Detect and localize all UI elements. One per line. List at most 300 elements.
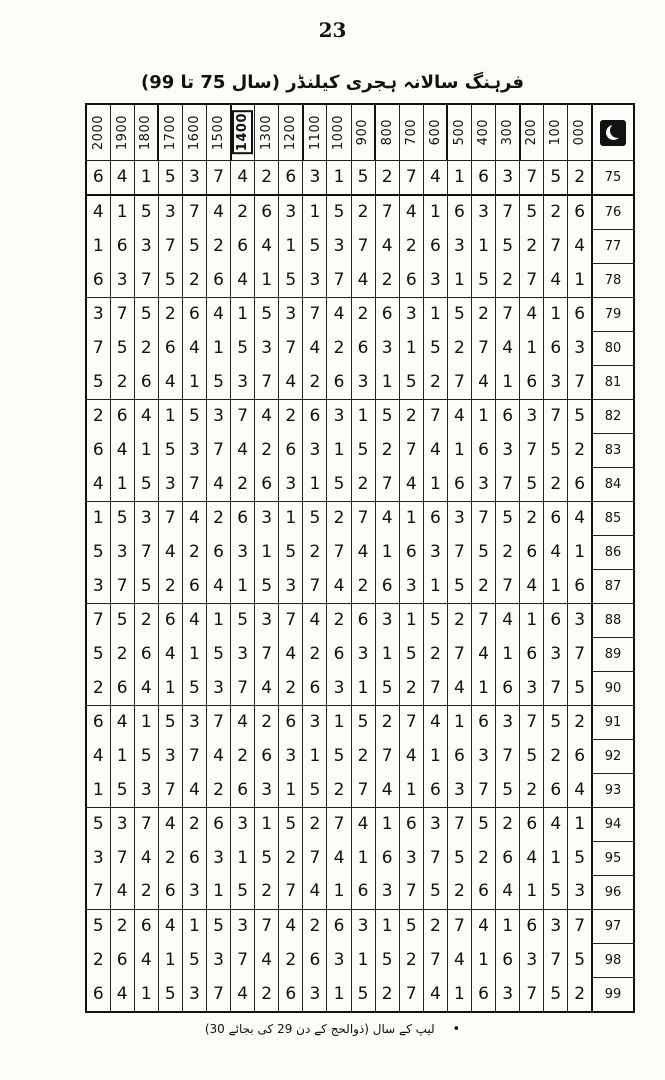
day-number: 3 (502, 712, 514, 733)
day-number: 4 (478, 371, 489, 392)
day-number: 5 (189, 236, 200, 257)
day-cell (279, 467, 303, 501)
year-row-77 (86, 230, 634, 264)
day-number: 4 (140, 677, 152, 698)
day-cell (279, 807, 303, 841)
day-number: 2 (405, 236, 417, 257)
day-cell (544, 569, 568, 603)
day-cell (231, 467, 255, 501)
day-cell (182, 230, 206, 264)
day-cell (399, 399, 423, 433)
day-number: 3 (309, 983, 321, 1004)
day-number: 3 (237, 541, 249, 562)
day-number: 7 (261, 915, 273, 936)
day-number: 3 (237, 643, 249, 664)
day-cell (86, 433, 110, 467)
day-number: 6 (164, 610, 176, 631)
day-cell (158, 433, 182, 467)
day-cell (110, 569, 134, 603)
day-cell (158, 603, 182, 637)
day-cell (158, 365, 182, 399)
day-cell (423, 637, 447, 671)
day-number: 5 (550, 167, 562, 187)
day-cell (423, 264, 447, 298)
day-number: 5 (381, 949, 393, 970)
day-cell (447, 195, 471, 230)
day-number: 4 (213, 575, 224, 596)
day-number: 5 (405, 643, 417, 664)
day-cell (158, 161, 182, 196)
day-number: 3 (164, 202, 176, 223)
day-cell (375, 467, 399, 501)
year-label: 87 (592, 569, 634, 603)
day-number: 5 (92, 643, 104, 664)
day-cell (255, 331, 279, 365)
day-cell (206, 433, 230, 467)
day-number: 5 (333, 745, 345, 766)
day-cell (423, 671, 447, 705)
day-number: 1 (213, 610, 224, 631)
day-cell (327, 841, 351, 875)
day-cell (134, 841, 158, 875)
year-label: 84 (592, 467, 634, 501)
day-number: 4 (333, 304, 345, 325)
day-number: 6 (405, 814, 417, 834)
year-row-75 (86, 161, 634, 196)
day-cell (110, 331, 134, 365)
century-label: 300 (499, 119, 515, 146)
year-row-81 (86, 365, 634, 399)
day-cell (447, 501, 471, 535)
day-number: 5 (92, 371, 104, 392)
day-number: 2 (92, 677, 104, 698)
day-number: 6 (574, 575, 586, 596)
day-number: 3 (454, 508, 465, 529)
day-cell (110, 195, 134, 230)
day-cell (423, 230, 447, 264)
day-cell (158, 535, 182, 569)
day-cell (86, 264, 110, 298)
day-number: 6 (454, 745, 465, 766)
century-header-200 (520, 104, 544, 161)
day-number: 5 (285, 269, 297, 290)
day-number: 5 (140, 304, 152, 325)
year-row-82 (86, 399, 634, 433)
day-cell (568, 264, 592, 298)
day-number: 1 (429, 202, 441, 223)
day-number: 3 (574, 337, 586, 358)
year-label: 75 (592, 161, 634, 196)
day-number: 3 (261, 779, 273, 800)
day-cell (134, 569, 158, 603)
day-cell (206, 875, 230, 909)
day-cell (423, 705, 447, 739)
day-cell (182, 467, 206, 501)
day-number: 1 (189, 915, 200, 936)
century-label: 1500 (210, 114, 226, 151)
day-number: 1 (405, 337, 417, 358)
day-number: 2 (357, 575, 369, 596)
day-number: 6 (357, 337, 369, 358)
day-number: 6 (502, 677, 514, 698)
day-number: 7 (550, 406, 562, 427)
year-row-89 (86, 637, 634, 671)
day-cell (544, 841, 568, 875)
day-cell (231, 535, 255, 569)
day-cell (134, 433, 158, 467)
day-number: 1 (454, 983, 465, 1004)
day-cell (472, 569, 496, 603)
day-number: 2 (526, 508, 538, 529)
day-cell (110, 841, 134, 875)
day-number: 4 (237, 167, 249, 187)
day-number: 7 (526, 439, 538, 460)
day-number: 5 (285, 814, 297, 834)
day-number: 2 (309, 814, 321, 834)
day-cell (279, 433, 303, 467)
day-cell (255, 671, 279, 705)
day-number: 3 (164, 473, 176, 494)
day-number: 1 (478, 677, 489, 698)
day-cell (472, 161, 496, 196)
day-cell (110, 433, 134, 467)
day-cell (399, 603, 423, 637)
day-cell (496, 399, 520, 433)
day-number: 2 (429, 643, 441, 664)
day-cell (86, 501, 110, 535)
year-row-92 (86, 739, 634, 773)
day-cell (447, 331, 471, 365)
day-number: 4 (261, 677, 273, 698)
day-number: 6 (502, 406, 514, 427)
day-number: 4 (213, 473, 224, 494)
day-cell (182, 501, 206, 535)
day-cell (568, 875, 592, 909)
century-label: 900 (355, 119, 371, 146)
day-cell (520, 705, 544, 739)
day-number: 7 (502, 745, 514, 766)
day-number: 4 (502, 881, 514, 902)
day-number: 4 (116, 167, 128, 187)
century-label: 1700 (163, 114, 179, 151)
day-number: 4 (357, 814, 369, 834)
day-number: 5 (550, 983, 562, 1004)
day-number: 2 (454, 610, 465, 631)
day-cell (544, 773, 568, 807)
day-number: 2 (381, 269, 393, 290)
day-cell (375, 603, 399, 637)
day-cell (182, 909, 206, 943)
day-number: 7 (478, 779, 489, 800)
day-cell (110, 943, 134, 977)
day-cell (496, 331, 520, 365)
day-number: 6 (333, 371, 345, 392)
day-cell (568, 331, 592, 365)
day-number: 2 (357, 745, 369, 766)
day-number: 5 (261, 575, 273, 596)
day-number: 2 (285, 847, 297, 868)
day-number: 3 (213, 677, 224, 698)
day-cell (520, 637, 544, 671)
calendar-body (86, 161, 634, 1013)
day-cell (351, 603, 375, 637)
day-cell (351, 875, 375, 909)
century-label: 800 (379, 119, 395, 146)
year-row-97 (86, 909, 634, 943)
day-cell (158, 705, 182, 739)
day-cell (447, 433, 471, 467)
day-number: 4 (405, 202, 417, 223)
day-number: 5 (261, 847, 273, 868)
day-cell (327, 535, 351, 569)
day-number: 2 (309, 371, 321, 392)
day-cell (327, 807, 351, 841)
day-number: 1 (574, 814, 586, 834)
day-number: 3 (333, 236, 345, 257)
day-number: 2 (405, 677, 417, 698)
day-number: 7 (237, 677, 249, 698)
day-cell (206, 603, 230, 637)
day-number: 2 (550, 745, 562, 766)
day-number: 1 (140, 439, 152, 460)
day-number: 3 (405, 575, 417, 596)
day-number: 2 (381, 983, 393, 1004)
day-cell (496, 705, 520, 739)
day-number: 4 (574, 779, 586, 800)
day-number: 7 (574, 915, 586, 936)
day-cell (279, 909, 303, 943)
day-cell (399, 298, 423, 332)
day-number: 5 (357, 439, 369, 460)
day-cell (496, 501, 520, 535)
day-number: 6 (357, 610, 369, 631)
day-cell (303, 705, 327, 739)
day-cell (568, 671, 592, 705)
day-cell (327, 569, 351, 603)
day-cell (182, 331, 206, 365)
day-cell (399, 943, 423, 977)
day-number: 7 (309, 575, 321, 596)
day-cell (423, 977, 447, 1012)
day-cell (303, 841, 327, 875)
day-cell (375, 535, 399, 569)
day-cell (134, 739, 158, 773)
day-cell (231, 705, 255, 739)
day-cell (496, 467, 520, 501)
day-number: 7 (502, 304, 514, 325)
day-cell (182, 569, 206, 603)
day-cell (568, 909, 592, 943)
day-number: 1 (213, 337, 224, 358)
day-number: 2 (140, 337, 152, 358)
day-number: 7 (189, 202, 200, 223)
day-cell (86, 977, 110, 1012)
century-label: 1900 (114, 114, 130, 151)
day-number: 3 (333, 406, 345, 427)
day-number: 1 (381, 371, 393, 392)
day-number: 1 (309, 202, 321, 223)
day-cell (544, 943, 568, 977)
day-number: 7 (164, 236, 176, 257)
day-number: 6 (478, 983, 489, 1004)
day-cell (351, 501, 375, 535)
day-cell (375, 807, 399, 841)
day-number: 3 (92, 847, 104, 868)
day-number: 6 (478, 712, 489, 733)
day-cell (496, 875, 520, 909)
day-cell (255, 909, 279, 943)
day-cell (375, 399, 399, 433)
century-label: 000 (572, 119, 588, 146)
day-cell (327, 230, 351, 264)
day-cell (568, 739, 592, 773)
day-cell (158, 739, 182, 773)
day-number: 2 (261, 712, 273, 733)
day-number: 3 (92, 304, 104, 325)
day-cell (472, 365, 496, 399)
day-number: 7 (526, 269, 538, 290)
day-cell (520, 841, 544, 875)
day-cell (182, 195, 206, 230)
day-number: 1 (526, 337, 538, 358)
year-label: 94 (592, 807, 634, 841)
day-number: 7 (213, 167, 224, 187)
day-number: 1 (478, 949, 489, 970)
day-number: 1 (550, 304, 562, 325)
day-cell (86, 331, 110, 365)
day-number: 5 (574, 847, 586, 868)
day-number: 3 (237, 371, 249, 392)
day-cell (206, 365, 230, 399)
day-number: 6 (502, 847, 514, 868)
day-number: 5 (164, 269, 176, 290)
day-number: 1 (381, 915, 393, 936)
day-cell (303, 977, 327, 1012)
day-number: 5 (237, 337, 249, 358)
century-label: 200 (524, 119, 540, 146)
day-number: 6 (285, 712, 297, 733)
day-cell (496, 841, 520, 875)
day-cell (231, 807, 255, 841)
day-cell (399, 433, 423, 467)
day-number: 4 (116, 881, 128, 902)
day-number: 2 (526, 779, 538, 800)
day-cell (351, 977, 375, 1012)
day-number: 7 (478, 508, 489, 529)
day-number: 4 (285, 643, 297, 664)
day-cell (206, 773, 230, 807)
day-cell (472, 603, 496, 637)
day-cell (279, 841, 303, 875)
day-number: 3 (189, 983, 200, 1004)
day-cell (496, 637, 520, 671)
day-number: 5 (237, 610, 249, 631)
day-cell (327, 739, 351, 773)
day-cell (158, 773, 182, 807)
day-number: 7 (502, 202, 514, 223)
day-number: 6 (526, 643, 538, 664)
day-cell (303, 365, 327, 399)
day-cell (158, 298, 182, 332)
day-cell (327, 705, 351, 739)
day-number: 2 (140, 610, 152, 631)
day-cell (399, 569, 423, 603)
day-cell (134, 875, 158, 909)
day-number: 3 (285, 202, 297, 223)
day-number: 4 (140, 406, 152, 427)
day-cell (134, 230, 158, 264)
day-number: 6 (550, 779, 562, 800)
day-number: 7 (454, 371, 465, 392)
day-cell (303, 909, 327, 943)
century-label: 2000 (90, 114, 106, 151)
day-cell (231, 365, 255, 399)
day-number: 1 (261, 814, 273, 834)
day-cell (375, 773, 399, 807)
day-number: 4 (550, 541, 562, 562)
day-cell (158, 501, 182, 535)
day-cell (86, 773, 110, 807)
day-number: 4 (478, 643, 489, 664)
day-number: 6 (116, 406, 128, 427)
day-number: 5 (357, 167, 369, 187)
day-number: 3 (502, 983, 514, 1004)
day-cell (158, 841, 182, 875)
day-cell (231, 230, 255, 264)
day-number: 5 (261, 304, 273, 325)
day-number: 4 (116, 439, 128, 460)
day-cell (231, 264, 255, 298)
day-number: 2 (478, 847, 489, 868)
moon-box (600, 120, 626, 146)
day-number: 5 (550, 439, 562, 460)
day-number: 4 (405, 473, 417, 494)
century-label: 1200 (283, 114, 299, 151)
day-cell (327, 773, 351, 807)
day-number: 2 (213, 236, 224, 257)
day-number: 7 (429, 406, 441, 427)
day-cell (86, 739, 110, 773)
day-cell (351, 671, 375, 705)
day-number: 4 (309, 881, 321, 902)
day-number: 7 (381, 745, 393, 766)
day-cell (351, 773, 375, 807)
year-row-83 (86, 433, 634, 467)
day-number: 2 (550, 202, 562, 223)
day-number: 1 (550, 847, 562, 868)
day-cell (86, 841, 110, 875)
day-number: 3 (381, 337, 393, 358)
day-number: 5 (381, 406, 393, 427)
day-number: 6 (405, 541, 417, 562)
day-cell (279, 501, 303, 535)
day-number: 3 (309, 167, 321, 187)
day-cell (231, 671, 255, 705)
day-number: 5 (116, 610, 128, 631)
day-cell (544, 433, 568, 467)
day-cell (134, 365, 158, 399)
day-cell (158, 399, 182, 433)
day-cell (496, 909, 520, 943)
day-cell (279, 977, 303, 1012)
day-number: 1 (429, 575, 441, 596)
day-cell (255, 298, 279, 332)
day-cell (472, 807, 496, 841)
day-cell (303, 773, 327, 807)
day-cell (423, 467, 447, 501)
day-cell (303, 331, 327, 365)
day-cell (279, 264, 303, 298)
